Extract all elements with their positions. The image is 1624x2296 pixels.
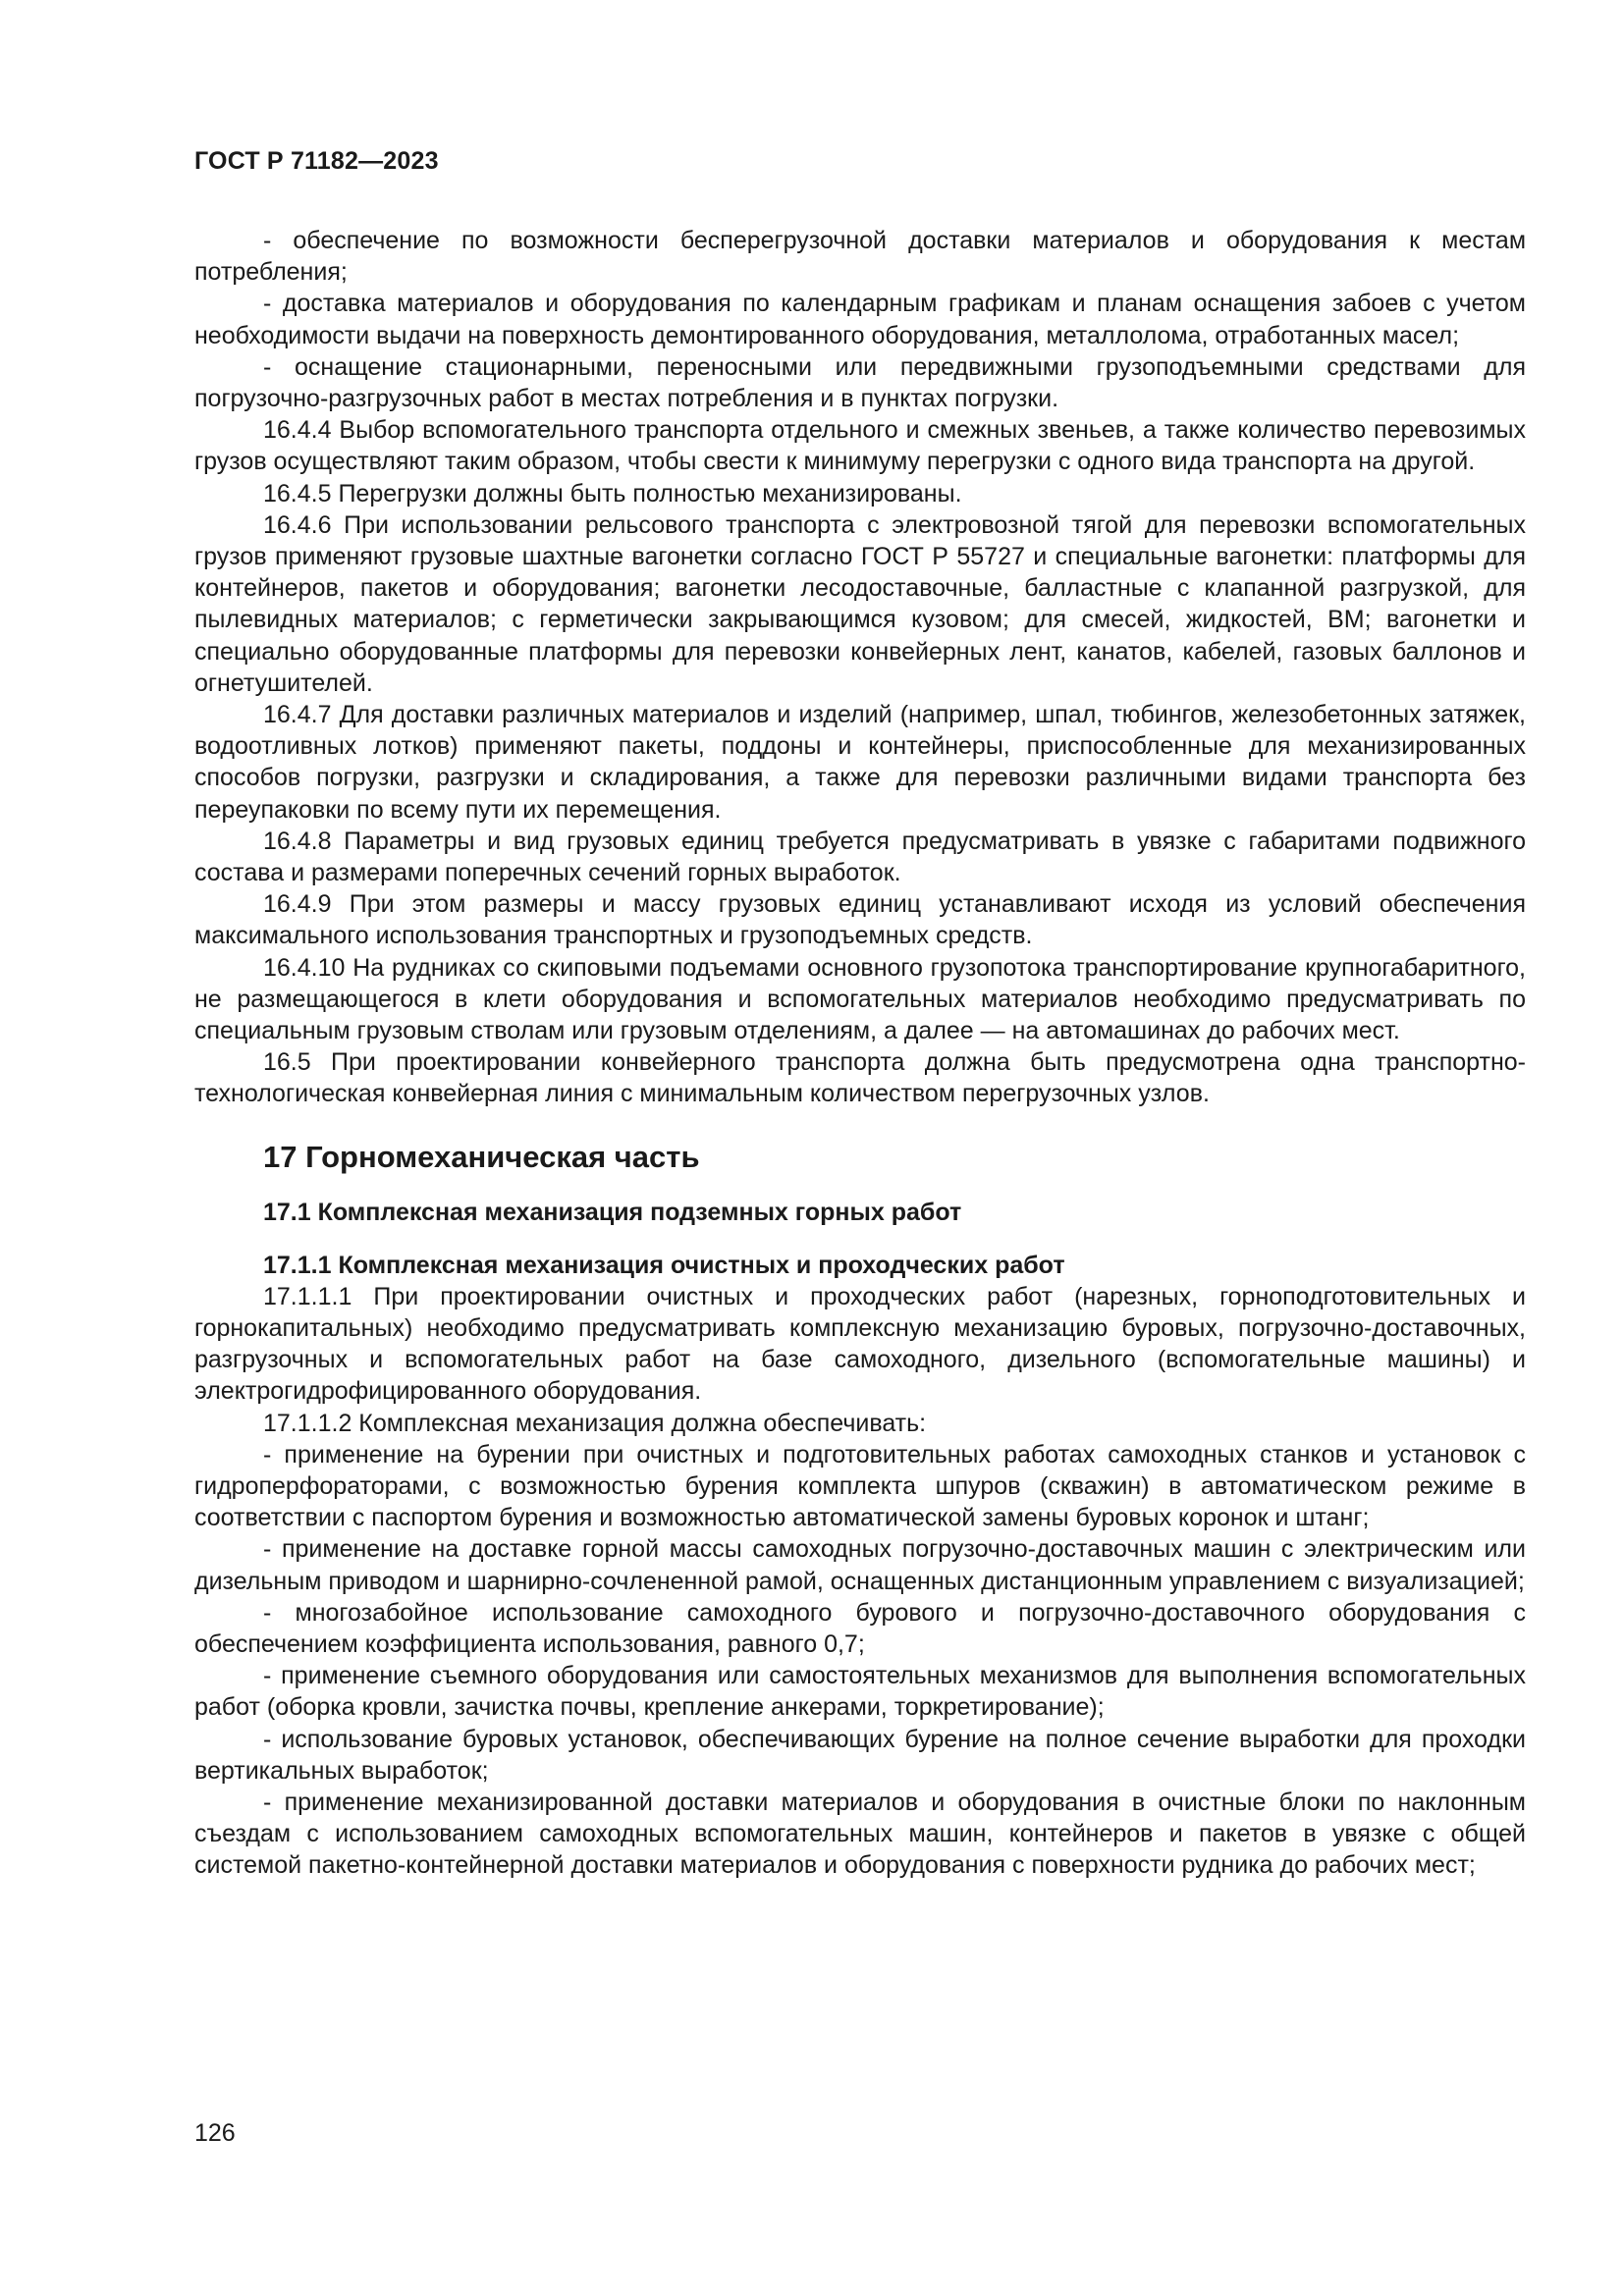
- section-title: 17 Горномеханическая часть: [263, 1139, 700, 1174]
- paragraph: 16.4.4 Выбор вспомогательного транспорта отдельного и смежных звеньев, а также количество перевозимых грузов осуществляют таким образом, чтобы свести к минимуму перегрузки с одного вида транспорта на другой.: [194, 416, 1526, 476]
- paragraph: 16.4.10 На рудниках со скиповыми подъемами основного грузопотока транспортирование крупногабаритного, не размещающегося в клети оборудования и вспомогательных материалов необходимо предусматривать по специальным грузовым стволам или грузовым отделениям, а далее — на автомашинах до рабочих мест.: [194, 953, 1526, 1045]
- paragraph: 16.4.5 Перегрузки должны быть полностью механизированы.: [263, 479, 962, 507]
- paragraph: - доставка материалов и оборудования по календарным графикам и планам оснащения забоев с учетом необходимости выдачи на поверхность демонтированного оборудования, металлолома, отработанных масел;: [194, 290, 1526, 349]
- paragraph: 17.1.1.1 При проектировании очистных и проходческих работ (нарезных, горноподготовительных и горнокапитальных) необходимо предусматривать комплексную механизацию буровых, погрузочно-доставочных, разгрузочных и вспомогательных работ на базе самоходного, дизельного (вспомогательные машины) и электрогидрофицированного оборудования.: [194, 1282, 1526, 1406]
- paragraph: - применение съемного оборудования или самостоятельных механизмов для выполнения вспомогательных работ (оборка кровли, зачистка почвы, крепление анкерами, торкретирование);: [194, 1662, 1526, 1722]
- paragraph: - применение механизированной доставки материалов и оборудования в очистные блоки по наклонным съездам с использованием самоходных вспомогательных машин, контейнеров и пакетов в увязке с общей системой пакетно-контейнерной доставки материалов и оборудования с поверхности рудника до рабочих мест;: [194, 1788, 1526, 1880]
- document-body: [194, 225, 1526, 1882]
- paragraph: - обеспечение по возможности бесперегрузочной доставки материалов и оборудования к местам потребления;: [194, 227, 1526, 287]
- paragraph: 17.1.1.2 Комплексная механизация должна обеспечивать:: [263, 1409, 927, 1437]
- page-number: 126: [194, 2119, 236, 2147]
- paragraph: - использование буровых установок, обеспечивающих бурение на полное сечение выработки для проходки вертикальных выработок;: [194, 1725, 1526, 1785]
- subsubsection-title: 17.1.1 Комплексная механизация очистных и проходческих работ: [263, 1251, 1065, 1279]
- paragraph: 16.4.6 При использовании рельсового транспорта с электровозной тягой для перевозки вспомогательных грузов применяют грузовые шахтные вагонетки согласно ГОСТ Р 55727 и специальные вагонетки: платформы для контейнеров, пакетов и оборудования; вагонетки лесодоставочные, балластные с клапанной разгрузкой, для пылевидных материалов; с герметически закрывающимся кузовом; для смесей, жидкостей, ВМ; вагонетки и специально оборудованные платформы для перевозки конвейерных лент, канатов, кабелей, газовых баллонов и огнетушителей.: [194, 510, 1526, 697]
- paragraph: 16.4.9 При этом размеры и массу грузовых единиц устанавливают исходя из условий обеспечения максимального использования транспортных и грузоподъемных средств.: [194, 890, 1526, 950]
- paragraph: 16.4.8 Параметры и вид грузовых единиц требуется предусматривать в увязке с габаритами подвижного состава и размерами поперечных сечений горных выработок.: [194, 827, 1526, 887]
- paragraph: 16.4.7 Для доставки различных материалов и изделий (например, шпал, тюбингов, железобетонных затяжек, водоотливных лотков) применяют пакеты, поддоны и контейнеры, приспособленные для механизированных способов погрузки, разгрузки и складирования, а также для перевозки различными видами транспорта без переупаковки по всему пути их перемещения.: [194, 701, 1526, 824]
- paragraph: - многозабойное использование самоходного бурового и погрузочно-доставочного оборудования с обеспечением коэффициента использования, равного 0,7;: [194, 1598, 1526, 1658]
- paragraph: 16.5 При проектировании конвейерного транспорта должна быть предусмотрена одна транспортно-технологическая конвейерная линия с минимальным количеством перегрузочных узлов.: [194, 1048, 1526, 1108]
- paragraph: - оснащение стационарными, переносными или передвижными грузоподъемными средствами для погрузочно-разгрузочных работ в местах потребления и в пунктах погрузки.: [194, 352, 1526, 413]
- paragraph: - применение на бурении при очистных и подготовительных работах самоходных станков и установок с гидроперфораторами, с возможностью бурения комплекта шпуров (скважин) в автоматическом режиме в соответствии с паспортом бурения и возможностью автоматической замены буровых коронок и штанг;: [194, 1440, 1526, 1532]
- subsection-title: 17.1 Комплексная механизация подземных горных работ: [263, 1198, 962, 1226]
- paragraph: - применение на доставке горной массы самоходных погрузочно-доставочных машин с электрическим или дизельным приводом и шарнирно-сочлененной рамой, оснащенных дистанционным управлением с визуализацией;: [194, 1535, 1526, 1595]
- document-header: ГОСТ Р 71182—2023: [194, 147, 439, 175]
